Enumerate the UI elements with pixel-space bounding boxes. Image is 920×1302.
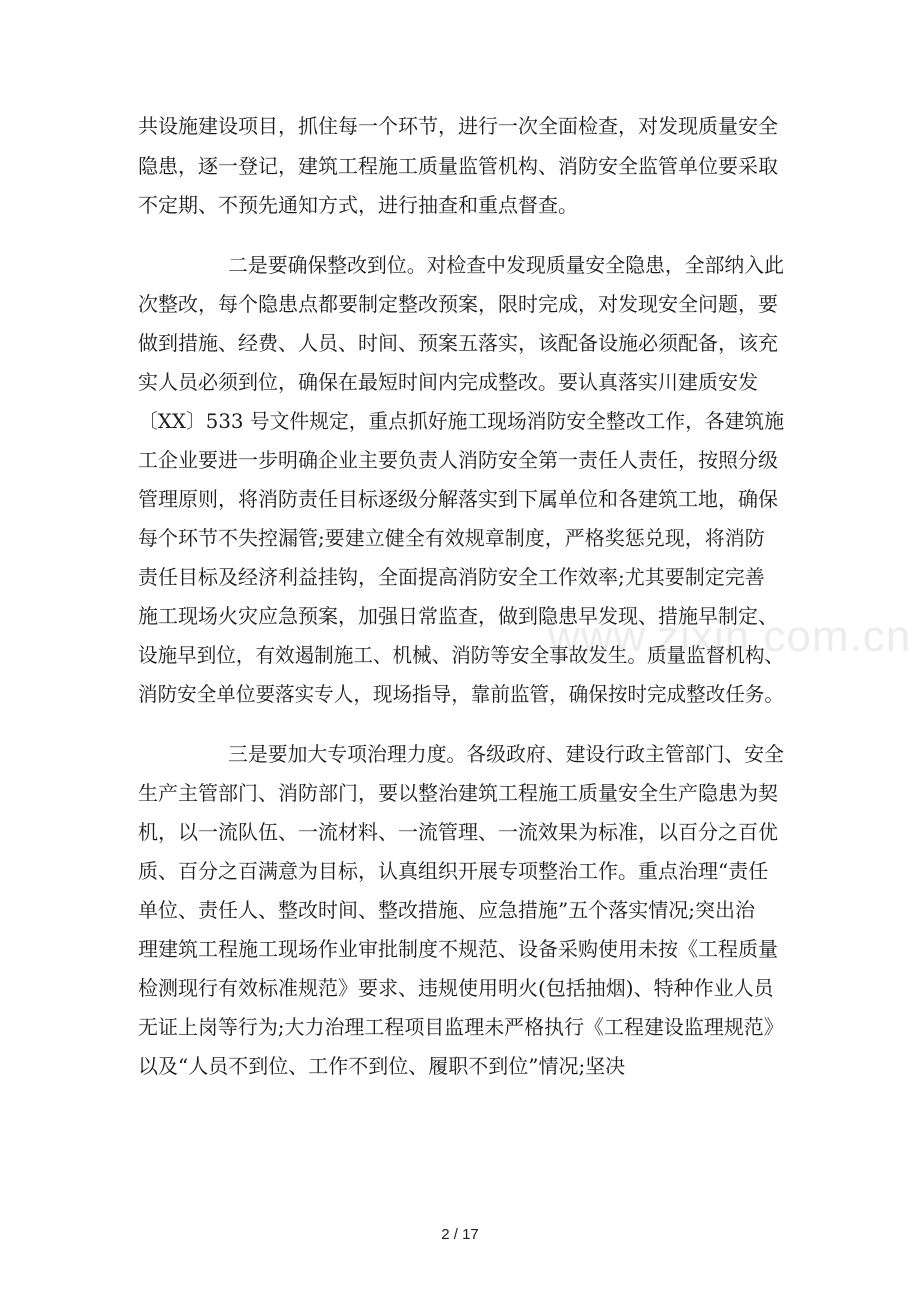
paragraph-2-line-12: 消防安全单位要落实专人，现场指导，靠前监管，确保按时完成整改任务。 bbox=[138, 682, 784, 706]
paragraph-2-line-10: 施工现场火灾应急预案，加强日常监查，做到隐患早发现、措施早制定、 bbox=[138, 604, 778, 628]
paragraph-3-line-2: 生产主管部门、消防部门，要以整治建筑工程施工质量安全生产隐患为契 bbox=[138, 781, 778, 805]
paragraph-2-line-11: 设施早到位，有效遏制施工、机械、消防等安全事故发生。质量监督机构、 bbox=[138, 643, 784, 667]
paragraph-2-line-4: 实人员必须到位，确保在最短时间内完成整改。要认真落实川建质安发 bbox=[138, 370, 758, 394]
paragraph-3-line-1: 三是要加大专项治理力度。各级政府、建设行政主管部门、安全 bbox=[228, 742, 784, 766]
paragraph-1-line-3: 不定期、不预先通知方式，进行抽查和重点督查。 bbox=[138, 193, 578, 217]
paragraph-3-line-8: 无证上岗等行为;大力治理工程项目监理未严格执行《工程建设监理规范》 bbox=[138, 1015, 784, 1039]
paragraph-3-line-7: 检测现行有效标准规范》要求、违规使用明火(包括抽烟)、特种作业人员 bbox=[138, 976, 774, 1000]
paragraph-1-line-2: 隐患，逐一登记，建筑工程施工质量监管机构、消防安全监管单位要采取 bbox=[138, 154, 778, 178]
paragraph-2-line-2: 次整改，每个隐患点都要制定整改预案，限时完成，对发现安全问题，要 bbox=[138, 292, 778, 316]
paragraph-3-line-3: 机，以一流队伍、一流材料、一流管理、一流效果为标准，以百分之百优 bbox=[138, 820, 778, 844]
watermark: www.zixin.com.cn bbox=[548, 612, 912, 661]
paragraph-3-line-4: 质、百分之百满意为目标，认真组织开展专项整治工作。重点治理“责任 bbox=[138, 859, 769, 883]
paragraph-2-line-6: 工企业要进一步明确企业主要负责人消防安全第一责任人责任，按照分级 bbox=[138, 448, 778, 472]
paragraph-2-line-9: 责任目标及经济利益挂钩，全面提高消防安全工作效率;尤其要制定完善 bbox=[138, 565, 765, 589]
paragraph-2-line-3: 做到措施、经费、人员、时间、预案五落实，该配备设施必须配备，该充 bbox=[138, 331, 778, 355]
paragraph-2-line-7: 管理原则，将消防责任目标逐级分解落实到下属单位和各建筑工地，确保 bbox=[138, 487, 778, 511]
paragraph-3-line-5: 单位、责任人、整改时间、整改措施、应急措施”五个落实情况;突出治 bbox=[138, 898, 755, 922]
paragraph-3-line-9: 以及“人员不到位、工作不到位、履职不到位”情况;坚决 bbox=[138, 1054, 626, 1078]
paragraph-2-line-1: 二是要确保整改到位。对检查中发现质量安全隐患，全部纳入此 bbox=[228, 253, 784, 277]
page-number: 2 / 17 bbox=[441, 1226, 479, 1243]
paragraph-2-line-8: 每个环节不失控漏管;要建立健全有效规章制度，严格奖惩兑现，将消防 bbox=[138, 526, 765, 550]
paragraph-2-line-5: 〔XX〕533 号文件规定，重点抓好施工现场消防安全整改工作，各建筑施 bbox=[138, 409, 785, 433]
paragraph-1-line-1: 共设施建设项目，抓住每一个环节，进行一次全面检查，对发现质量安全 bbox=[138, 114, 778, 138]
paragraph-3-line-6: 理建筑工程施工现场作业审批制度不规范、设备采购使用未按《工程质量 bbox=[138, 937, 778, 961]
